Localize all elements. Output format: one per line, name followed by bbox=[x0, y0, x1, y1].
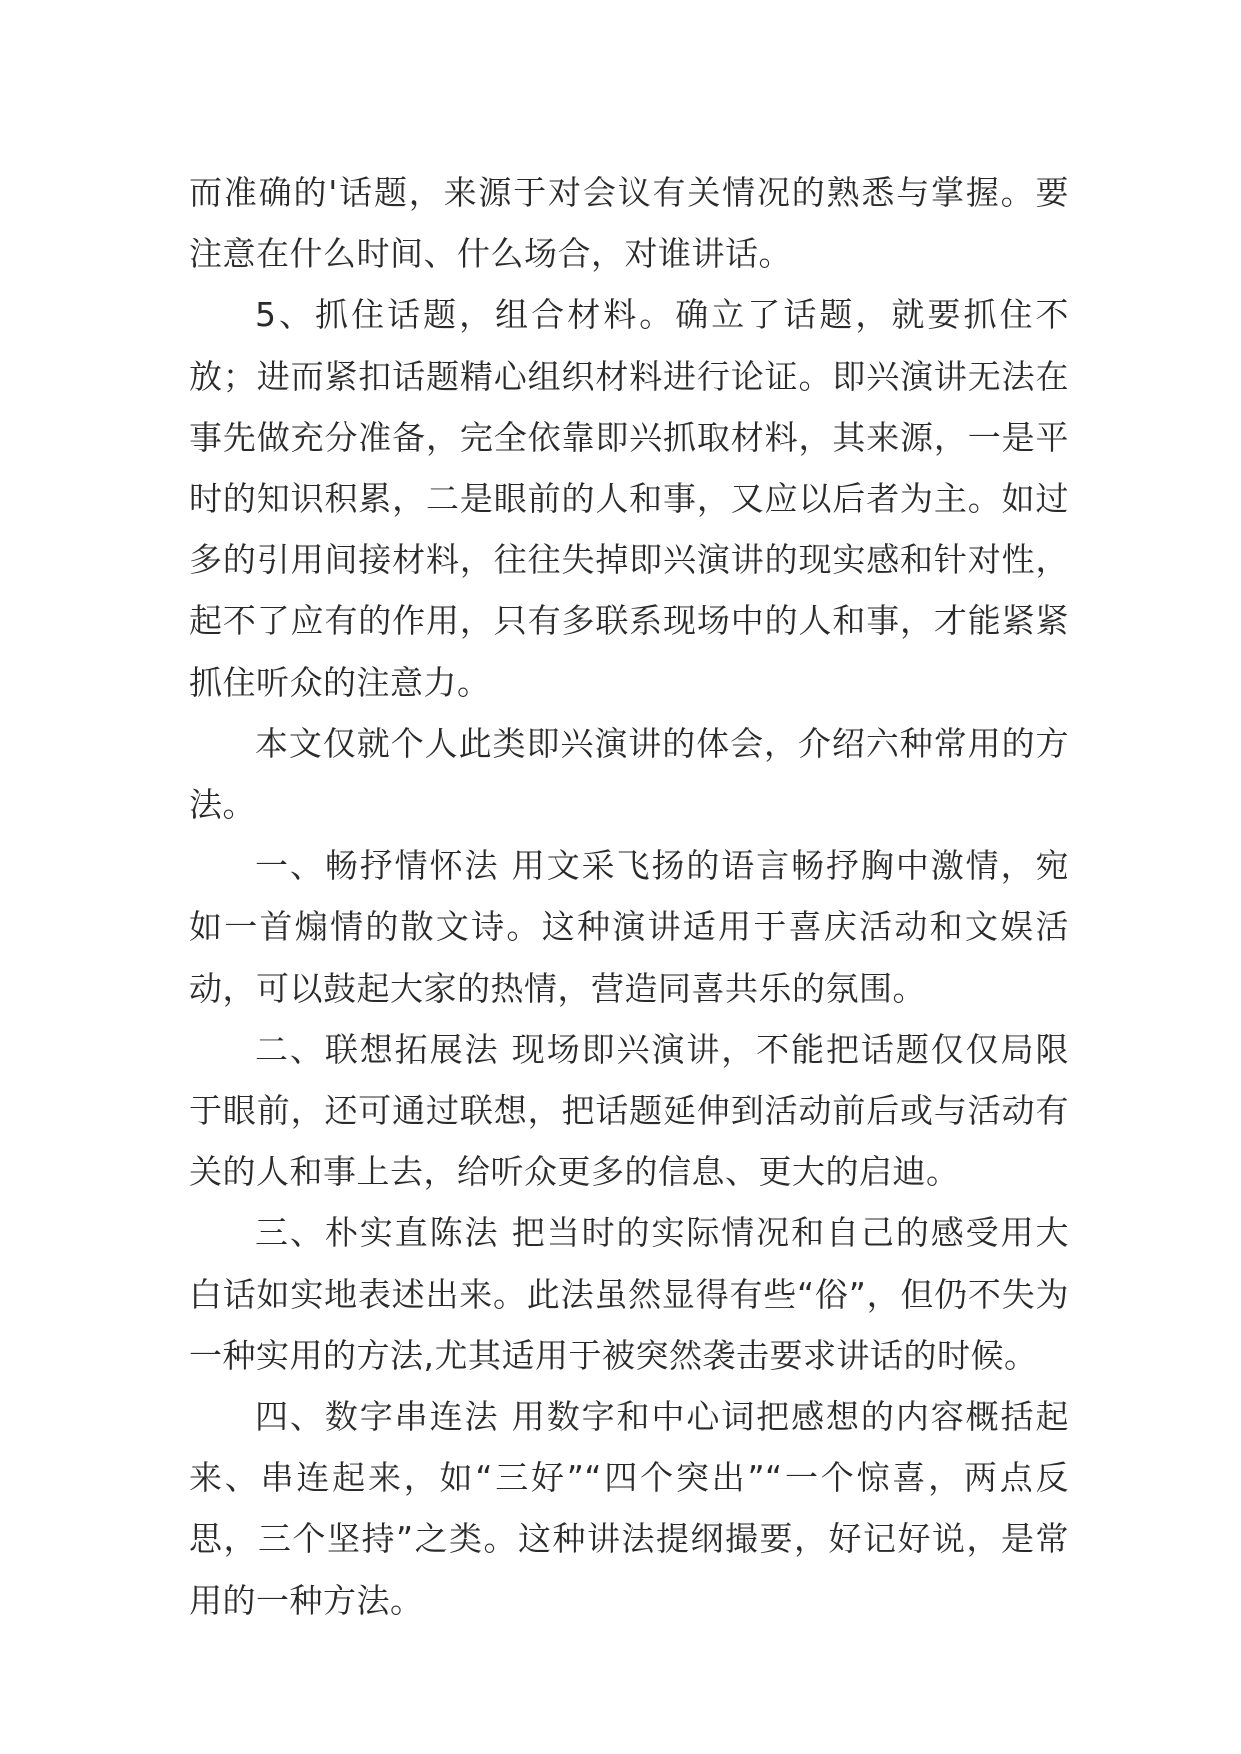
paragraph-6: 三、朴实直陈法 把当时的实际情况和自己的感受用大白话如实地表述出来。此法虽然显得有些“俗”，但仍不失为一种实用的方法,尤其适用于被突然袭击要求讲话的时候。 bbox=[189, 1213, 1069, 1375]
paragraph-3: 本文仅就个人此类即兴演讲的体会，介绍六种常用的方法。 bbox=[189, 723, 1069, 825]
paragraph-5: 二、联想拓展法 现场即兴演讲，不能把话题仅仅局限于眼前，还可通过联想，把话题延伸到活动前后或与活动有关的人和事上去，给听众更多的信息、更大的启迪。 bbox=[189, 1029, 1069, 1192]
paragraph-4: 一、畅抒情怀法 用文采飞扬的语言畅抒胸中激情，宛如一首煽情的散文诗。这种演讲适用于喜庆活动和文娱活动，可以鼓起大家的热情，营造同喜共乐的氛围。 bbox=[189, 846, 1069, 1008]
document-body bbox=[189, 162, 1069, 1631]
paragraph-7: 四、数字串连法 用数字和中心词把感想的内容概括起来、串连起来，如“三好”“四个突出”“一个惊喜，两点反思，三个坚持”之类。这种讲法提纲撮要，好记好说，是常用的一种方法。 bbox=[189, 1397, 1069, 1620]
paragraph-2: 5、抓住话题，组合材料。确立了话题，就要抓住不放；进而紧扣话题精心组织材料进行论证。即兴演讲无法在事先做充分准备，完全依靠即兴抓取材料，其来源，一是平时的知识积累，二是眼前的人和事，又应以后者为主。如过多的引用间接材料，往往失掉即兴演讲的现实感和针对性，起不了应有的作用，只有多联系现场中的人和事，才能紧紧抓住听众的注意力。 bbox=[189, 295, 1069, 702]
paragraph-1: 而准确的'话题，来源于对会议有关情况的熟悉与掌握。要注意在什么时间、什么场合，对谁讲话。 bbox=[189, 173, 1069, 274]
